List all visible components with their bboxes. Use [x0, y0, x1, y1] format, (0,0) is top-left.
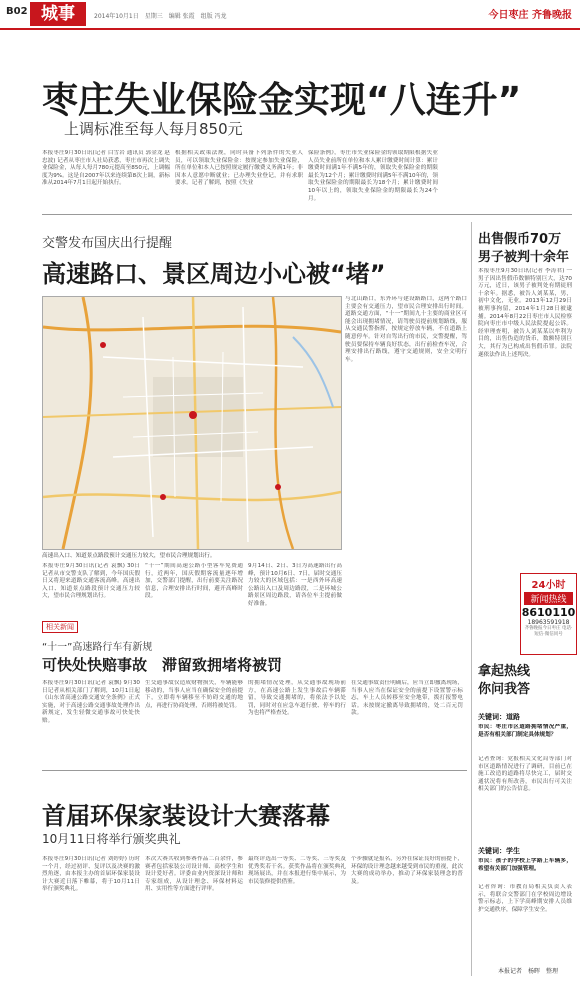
story1-subhead: 上调标准至每人每月850元: [64, 120, 243, 138]
story3-headline: 首届环保家装设计大赛落幕: [42, 802, 330, 830]
story3-col2: 本次大赛共收到参赛作品二百余件，参赛者包括家装公司设计师、高校学生和设计爱好者。评委由业内资深设计师和专家组成，从设计理念、环保材料运用、实用性等方面进行评审。: [145, 856, 243, 893]
story2-col2: “十一”期间高速公路小型客车免费通行，近两年，国庆假期客流量逐年增加，交警部门提醒，出行前要关注路况信息，合理安排出行时间，避开高峰时段。: [145, 563, 243, 600]
qa-title-2: 你问我答: [478, 682, 531, 697]
reporter-credit: 本报记者 杨晖 整理: [498, 968, 559, 975]
related-kicker: “十一”高速路行车有新规: [42, 642, 153, 653]
section-label: 城事: [30, 2, 86, 26]
story1-col4: [442, 150, 570, 210]
keyword-road-answer: 记者查询：党报相关文化局等部门对市区道路情况进行了调研，目前已在施工改造的道路将尽快完工，届时交通状况将有所改善，市民出行可关注相关部门的公告信息。: [478, 756, 572, 793]
related-col4: 在交通事故责任明确后，应当立即撤离现场，当事人应当在保证安全的前提下设置警示标志，车上人员转移至安全地带，拨打报警电话。未按规定撤离导致拥堵的，处二百元罚款。: [351, 680, 463, 717]
keyword-student-label: 关键词：学生: [478, 847, 520, 855]
story3-col4: 个步骤就是报名，另外在保证良好的前提下，环保的设计理念越来越受到市民的重视，此次大赛的成功举办，推动了环保家装理念的普及。: [351, 856, 463, 885]
story1-headline: 枣庄失业保险金实现“八连升”: [42, 80, 522, 121]
keyword-student-question: 市民：孩子的学校上学路上车辆多，希望有关部门加强管理。: [478, 858, 572, 872]
story1-col1: 本报枣庄9月30日讯(记者 白雪岩 通讯员 郭金龙 赵忠波) 记者从枣庄市人社局获悉，枣庄市再次上调失业保险金，从每人每月780元提高至850元，上调幅度为9%。这是自2007年以来连续第8次上调，新标准从2014年7月1日起开始执行。: [42, 150, 170, 187]
related-col2: 生交通事故仅造成财物损失，车辆能够移动的，当事人应当在确保安全的前提下，立即将车辆移至不妨碍交通的地点，再进行协商处理，否则将被处罚。: [145, 680, 243, 709]
keyword-road-label: 关键词：道路: [478, 713, 520, 721]
hotline-phone: 18963591918: [527, 619, 570, 626]
hotline-title: 新闻热线: [524, 592, 573, 605]
news-hotline-box: [520, 573, 577, 655]
related-col3: 的拥堵情况处理，从交通事故现场前方，在高速公路上发生事故后车辆滞留，导致交通拥堵的，将依法予以处罚，同时对在应急车道行驶、停车的行为也将严格查处。: [248, 680, 346, 717]
sidebar-divider: [471, 222, 472, 976]
sidebar-headline-1: 出售假币70万: [478, 232, 562, 247]
newspaper-brand: 今日枣庄 齐鲁晚报: [488, 10, 572, 21]
qa-title-1: 拿起热线: [478, 664, 531, 679]
related-news-tag: 相关新闻: [42, 621, 78, 633]
keyword-student-answer: 记者咨询：市教育局相关负责人表示，将联合交警部门在学校周边增设警示标志，上下学高峰期安排人员维护交通秩序，保障学生安全。: [478, 884, 572, 913]
story2-col3: 9月14日、2日、3日为高速路出行高峰，预计10月6日、7日，届时交通压力较大的区域包括：一是西外环高速公路出入口及周边路段，二是环城公路景区周边路段，请各位车主提前做好准备。: [248, 563, 342, 607]
story1-col2: 根据相关政策法规，同时具备下列条件的失业人员，可以领取失业保险金：按规定参加失业保险，所在单位和本人已按照规定履行缴费义务满1年；非因本人意愿中断就业；已办理失业登记，并有求职要求。记者了解到，按照《失业: [175, 150, 303, 187]
story2-kicker: 交警发布国庆出行提醒: [42, 236, 173, 251]
sidebar-story-text: 本报枣庄9月30日讯(记者 李涛君) 一男子因出售假币数额特别巨大，达70万元，近日，该男子被判处有期徒刑十余年。据悉，被告人刘某某，男，初中文化，无业。2013年12月29日被刑事拘留，2014年1月28日被逮捕。2014年8月22日枣庄市人民检察院向枣庄市中级人民法院提起公诉。经审理查明，被告人刘某某以牟利为目的，出售伪造的货币，数额特别巨大，其行为已构成出售假币罪。法院遂依法作出上述判决。: [478, 268, 572, 358]
hotline-note: 齐鲁晚报今日枣庄 电话·短信·微信同号: [524, 626, 573, 637]
related-col1: 本报枣庄9月30日讯(记者 袁飘) 9月30日记者从相关部门了解到，10月1日起《山东省高速公路交通安全条例》正式实施，对于高速公路交通事故处理作出新规定，发生轻微交通事故可快处快赔。: [42, 680, 140, 724]
hotline-number: 8610110: [521, 606, 576, 619]
city-road-map: [42, 296, 342, 550]
story3-col3: 最终评选出一等奖、二等奖、三等奖及优秀奖若干名。获奖作品将在颁奖典礼现场展出，并在本报进行集中展示，为市民装修提供借鉴。: [248, 856, 346, 885]
header-rule: [0, 28, 580, 30]
sidebar-headline-2: 男子被判十余年: [478, 250, 570, 265]
map-caption: 高速出入口、知道景点路段预计交通压力较大，望市民合理规划出行。: [42, 553, 216, 559]
story3-col1: 本报枣庄9月30日讯(记者 刘婷婷) 历时一个月，经过初评、复评以及决赛的激烈角逐，由本报主办的首届环保家装设计大赛近日落下帷幕，将于10月11日举行颁奖典礼。: [42, 856, 140, 893]
map-graphic: [43, 297, 341, 549]
story2-headline: 高速路口、景区周边小心被“堵”: [42, 260, 386, 288]
story2-right-column: 与北山路口，东外环与建设路路口，这两个路口主要会有交通压力，望市民合理安排出行时间。道路交通方面，“十一”期间九十主要的商业区可能会出现拥堵情况，请驾驶员提前规划路线，服从交通民警指挥，按规定停放车辆，不在道路上随意停车。针对自驾出行的市民，交警提醒，驾驶员要保持车辆良好状态，出行前检查车况，合理安排出行路线，遵守交通规则，安全文明行车。: [345, 296, 467, 363]
story1-col3: 保险条例》，枣庄市失业保险金的领取期限根据失业人员失业前所在单位和本人累计缴费时间计算：累计缴费时间满1年不满5年的，领取失业保险金的期限最长为12个月；累计缴费时间满5年不满10年的，领取失业保险金的期限最长为18个月；累计缴费时间10年以上的，领取失业保险金的期限最长为24个月。: [308, 150, 438, 202]
page-number: B02: [6, 6, 28, 17]
issue-meta: 2014年10月1日 星期三 编辑 张霞 组版 冯龙: [94, 13, 227, 20]
hotline-hours: 24小时: [531, 580, 566, 591]
divider: [42, 770, 467, 771]
divider: [42, 214, 572, 215]
keyword-road-question: 市民：枣庄市区道路拥堵情况严重，是否有相关部门制定具体规划？: [478, 724, 572, 738]
related-headline: 可快处快赔事故 滞留致拥堵将被罚: [42, 656, 283, 674]
story3-subhead: 10月11日将举行颁奖典礼: [42, 832, 181, 846]
story2-col1: 本报枣庄9月30日讯(记者 袁飘) 30日记者从市交警支队了解到，今年国庆假日又将迎来道路交通客流高峰。高速出入口、知道景点路段预计交通压力较大，望市民合理规划出行。: [42, 563, 140, 600]
